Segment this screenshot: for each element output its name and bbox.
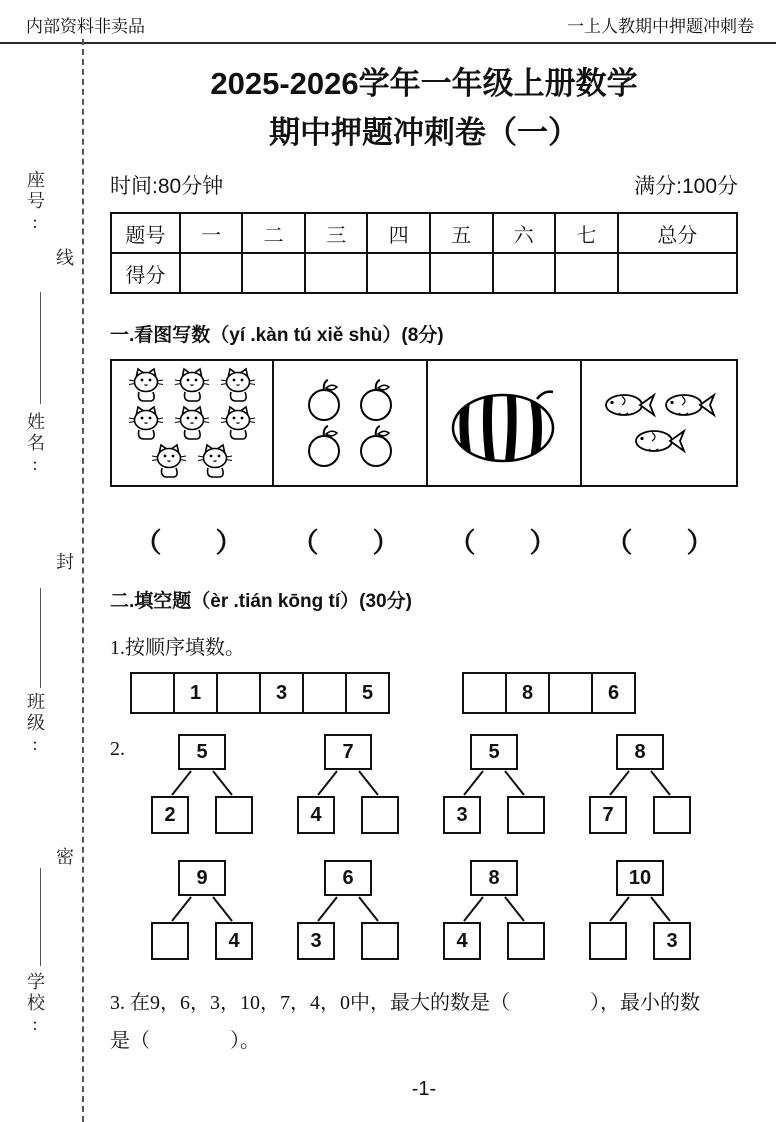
bond-part-box [361, 796, 399, 834]
bond-part-box [151, 922, 189, 960]
cat-icon [149, 443, 189, 479]
score-empty-cell [305, 253, 368, 293]
score-value-row [111, 253, 737, 293]
cat-icon [218, 405, 258, 441]
bond-part-box [507, 796, 545, 834]
school-label: 学校: [25, 972, 45, 1037]
bond-part-box [589, 922, 627, 960]
paper-title-line2: 期中押题冲刺卷（一） [269, 115, 579, 150]
number-bond-rows [135, 734, 707, 960]
watermelon-cell [428, 361, 582, 485]
name-fill-line [40, 588, 41, 688]
number-sequence-strip-2 [462, 672, 636, 714]
score-header-cell: 六 [493, 213, 556, 253]
bond-total-box: 5 [178, 734, 226, 770]
score-empty-cell [180, 253, 243, 293]
section2-heading: 二.填空题（èr .tián kōng tí）(30分) [110, 591, 412, 612]
bond-children [443, 796, 545, 834]
sequence-cell: 8 [505, 672, 550, 714]
question3-line1: 3. 在9，6，3，10，7，4，0中，最大的数是（ ），最小的数 [110, 992, 700, 1014]
picture-answer-row [110, 521, 738, 560]
question2-label: 2. [110, 738, 125, 760]
bond-total-box: 7 [324, 734, 372, 770]
seal-char-feng: 封 [56, 552, 74, 572]
bond-lines [135, 770, 269, 796]
bond-lines [281, 770, 415, 796]
paper-title-line1: 2025-2026学年一年级上册数学 [210, 66, 638, 101]
fish-cell [582, 361, 736, 485]
number-bond [427, 860, 561, 960]
cat-icon [126, 405, 166, 441]
apple-icon [353, 424, 399, 468]
seal-dashed-line [82, 39, 84, 1122]
apple-icon [353, 378, 399, 422]
bond-total-box: 9 [178, 860, 226, 896]
apple-icon [301, 378, 347, 422]
bond-part-box [215, 796, 253, 834]
number-bond [281, 734, 415, 834]
bond-part-box: 4 [215, 922, 253, 960]
bond-total-box: 5 [470, 734, 518, 770]
fish-icon [602, 388, 656, 422]
sequence-cell [130, 672, 175, 714]
number-bond [135, 734, 269, 834]
score-header-cell: 三 [305, 213, 368, 253]
bond-part-box: 2 [151, 796, 189, 834]
cat-icon [195, 443, 235, 479]
score-header-cell: 一 [180, 213, 243, 253]
score-empty-cell [367, 253, 430, 293]
sequence-cell [302, 672, 347, 714]
page-number: -1- [411, 1078, 437, 1100]
sequence-cell: 5 [345, 672, 390, 714]
bond-part-box: 3 [297, 922, 335, 960]
cats-cell [112, 361, 274, 485]
bond-total-box: 8 [470, 860, 518, 896]
sequence-cell: 6 [591, 672, 636, 714]
score-table [110, 212, 738, 294]
bond-children [151, 796, 253, 834]
name-label: 姓名: [25, 412, 45, 477]
bond-children [151, 922, 253, 960]
seal-char-mi: 密 [56, 847, 74, 867]
bond-lines [281, 896, 415, 922]
score-header-cell: 题号 [111, 213, 180, 253]
fish-icon [662, 388, 716, 422]
score-empty-cell [555, 253, 618, 293]
meta-row [110, 170, 738, 200]
sequence-cell [216, 672, 261, 714]
number-bond [281, 860, 415, 960]
bond-total-box: 8 [616, 734, 664, 770]
header-left-notice: 内部资料非卖品 [26, 17, 145, 36]
score-header-row [111, 213, 737, 253]
sequence-cell: 3 [259, 672, 304, 714]
bond-children [297, 796, 399, 834]
bond-row-1 [135, 734, 707, 834]
bond-children [589, 922, 691, 960]
sequence-cell: 1 [173, 672, 218, 714]
bond-children [297, 922, 399, 960]
seat-number-label: 座号: [25, 170, 45, 235]
section1-heading: 一.看图写数（yí .kàn tú xiě shù）(8分) [110, 325, 444, 346]
bond-part-box: 3 [653, 922, 691, 960]
bond-children [443, 922, 545, 960]
score-header-cell: 二 [242, 213, 305, 253]
class-fill-line [40, 868, 41, 966]
seal-char-xian: 线 [56, 248, 74, 268]
bond-total-box: 10 [616, 860, 664, 896]
score-empty-cell [493, 253, 556, 293]
sequence-cell [548, 672, 593, 714]
sequence-row [130, 672, 738, 714]
cat-icon [172, 367, 212, 403]
bond-lines [427, 896, 561, 922]
bond-part-box: 4 [297, 796, 335, 834]
cat-icon [218, 367, 258, 403]
answer-paren: （ ） [134, 528, 243, 558]
sequence-cell [462, 672, 507, 714]
watermelon-icon [445, 381, 563, 465]
seat-fill-line [40, 292, 41, 404]
score-empty-cell [618, 253, 737, 293]
bond-row-2 [135, 860, 707, 960]
header-right-notice: 一上人教期中押题冲刺卷 [567, 17, 754, 36]
score-header-cell: 五 [430, 213, 493, 253]
score-header-cell: 七 [555, 213, 618, 253]
score-empty-cell [430, 253, 493, 293]
bond-part-box: 4 [443, 922, 481, 960]
score-empty-cell [242, 253, 305, 293]
answer-paren: （ ） [448, 528, 557, 558]
number-bond [573, 860, 707, 960]
question3-line2: 是（ ）。 [110, 1030, 260, 1052]
full-score: 满分:100分 [634, 175, 738, 198]
score-header-cell: 总分 [618, 213, 737, 253]
bond-part-box: 3 [443, 796, 481, 834]
class-label: 班级: [25, 692, 45, 757]
bond-children [589, 796, 691, 834]
cat-icon [126, 367, 166, 403]
content-column [110, 58, 738, 1101]
score-header-cell: 四 [367, 213, 430, 253]
score-row-label: 得分 [111, 253, 180, 293]
bond-lines [573, 896, 707, 922]
bond-part-box [507, 922, 545, 960]
number-bond [573, 734, 707, 834]
time-limit: 时间:80分钟 [110, 175, 224, 198]
bond-total-box: 6 [324, 860, 372, 896]
answer-paren: （ ） [605, 528, 714, 558]
bond-lines [573, 770, 707, 796]
picture-box [110, 359, 738, 487]
fish-icon [632, 424, 686, 458]
question3 [110, 984, 738, 1060]
bond-part-box [653, 796, 691, 834]
number-bond [427, 734, 561, 834]
cat-icon [172, 405, 212, 441]
bond-part-box [361, 922, 399, 960]
bond-lines [135, 896, 269, 922]
question1-label: 1.按顺序填数。 [110, 637, 245, 659]
apples-cell [274, 361, 428, 485]
sequence-gap [390, 672, 462, 714]
answer-paren: （ ） [291, 528, 400, 558]
number-bond [135, 860, 269, 960]
number-sequence-strip-1 [130, 672, 390, 714]
question2 [110, 734, 738, 960]
bond-part-box: 7 [589, 796, 627, 834]
page-header [0, 0, 776, 44]
apple-icon [301, 424, 347, 468]
bond-lines [427, 770, 561, 796]
